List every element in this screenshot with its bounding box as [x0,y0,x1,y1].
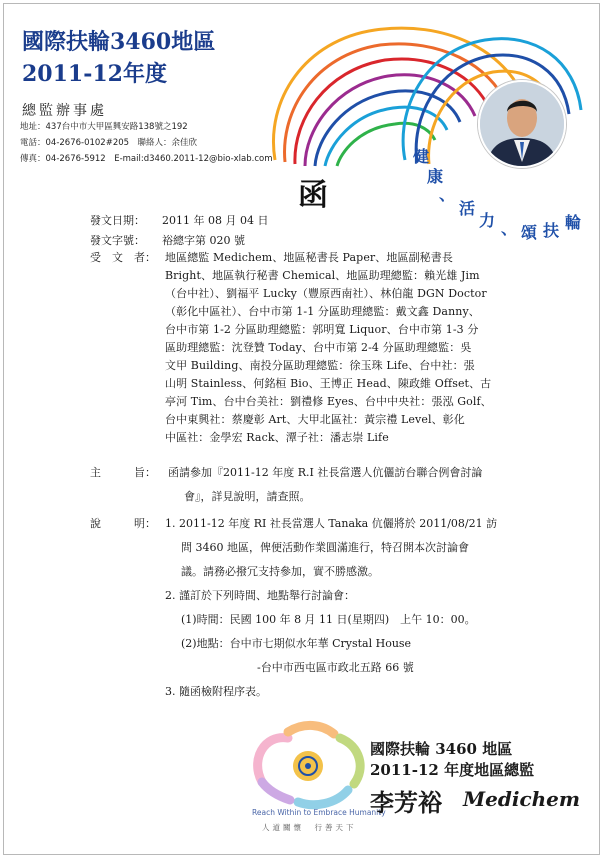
recipient-line: 台中市第 1-2 分區助理總監：郭明寬 Liquor、台中市第 1-3 分 [165,323,479,336]
subject-line: 函請參加『2011-12 年度 R.I 社長當選人伉儷訪台聯合例會討論 [168,466,483,479]
rotary-theme-logo-icon [242,720,372,810]
date-value: 2011 年 08 月 04 日 [162,214,269,227]
signature-name: 李芳裕 [370,788,442,817]
subject-label: 主 旨： [90,466,156,479]
subject-line: 會』，詳見說明，請查照。 [184,490,311,503]
motto-char: 輪 [565,213,582,232]
logo-tagline: Reach Within to Embrace Humanity [252,808,386,817]
note-item-3: 3. 隨函檢附程序表。 [165,685,267,698]
subject-text [168,461,482,509]
motto-char: 、 [501,219,518,238]
motto-char: 扶 [543,221,560,240]
recipient-line: （彰化中區社）、台中市第 1-1 分區助理總監：戴文鑫 Danny、 [165,305,480,318]
motto-char: 頌 [521,223,538,242]
note-item-1-line: 1. 2011-12 年度 RI 社長當選人 Tanaka 伉儷將於 2011/08/21 訪 [165,517,498,530]
recipient-line: 地區總監 Medichem、地區秘書長 Paper、地區副秘書長 [165,251,453,264]
recipient-line: 山明 Stainless、何銘桓 Bio、王博正 Head、陳政維 Offset、古 [165,377,492,390]
note-item-2: 2. 謹訂於下列時間、地點舉行討論會： [165,589,355,602]
motto-char: 健 [413,147,430,166]
recipient-line: 台中東興社：蔡慶彰 Art、大甲北區社：黃宗禮 Level、彰化 [165,413,465,426]
notes-list [165,512,565,704]
fax-email-line: 傳真：04-2676-5912 E-mail:d3460.2011-12@bio-xlab.com [20,154,273,164]
signature-title: 2011-12 年度地區總監 [370,761,535,779]
recipient-line: 文甲 Building、南投分區助理總監：徐玉珠 Life、台中社：張 [165,359,475,372]
org-year: 2011-12年度 [22,61,167,87]
signature-org: 國際扶輪 3460 地區 [370,740,513,758]
motto-char: 、 [439,185,456,204]
note-item-1-line: 議。請務必撥冗支持參加，實不勝感激。 [181,565,379,578]
motto-char: 力 [479,211,496,230]
notes-label: 說 明： [90,517,156,530]
recipient-line: （台中社）、劉福平 Lucky（豐原西南社）、林伯龍 DGN Doctor [165,287,487,300]
meeting-address: -台中市西屯區市政北五路 66 號 [257,661,414,674]
recipient-line: 亭河 Tim、台中台美社：劉禮修 Eyes、台中中央社：張泓 Golf、 [165,395,492,408]
logo-tagline-zh: 人道關懷 行善天下 [262,823,357,832]
document-title: 函 [298,178,328,213]
meeting-time: (1)時間：民國 100 年 8 月 11 日(星期四) 上午 10：00。 [181,613,476,626]
recipient-line: 中區社：金學宏 Rack、潭子社：潘志崇 Life [165,431,389,444]
recipient-label: 受 文 者： [90,251,156,264]
number-value: 裕總字第 020 號 [162,234,245,247]
recipient-line: Bright、地區執行秘書 Chemical、地區助理總監：賴光雄 Jim [165,269,480,282]
motto-char: 活 [459,199,476,218]
signature-name-en: Medichem [463,787,581,811]
motto-char: 康 [427,167,444,186]
phone-line: 電話：04-2676-0102#205 聯絡人：余佳欣 [20,138,198,148]
motto-text [405,140,595,250]
org-title: 國際扶輪3460地區 [22,29,216,55]
meeting-place: (2)地點：台中市七期似水年華 Crystal House [181,637,412,650]
note-item-1-line: 問 3460 地區，俾便活動作業圓滿進行，特召開本次討論會 [181,541,469,554]
number-label: 發文字號： [90,234,145,247]
date-label: 發文日期： [90,214,145,227]
recipient-list [165,249,560,447]
office-name: 總監辦事處 [22,103,107,119]
recipient-line: 區助理總監：沈登贊 Today、台中市第 2-4 分區助理總監：吳 [165,341,472,354]
address-line: 地址：437台中市大甲區興安路138號之192 [20,122,188,132]
